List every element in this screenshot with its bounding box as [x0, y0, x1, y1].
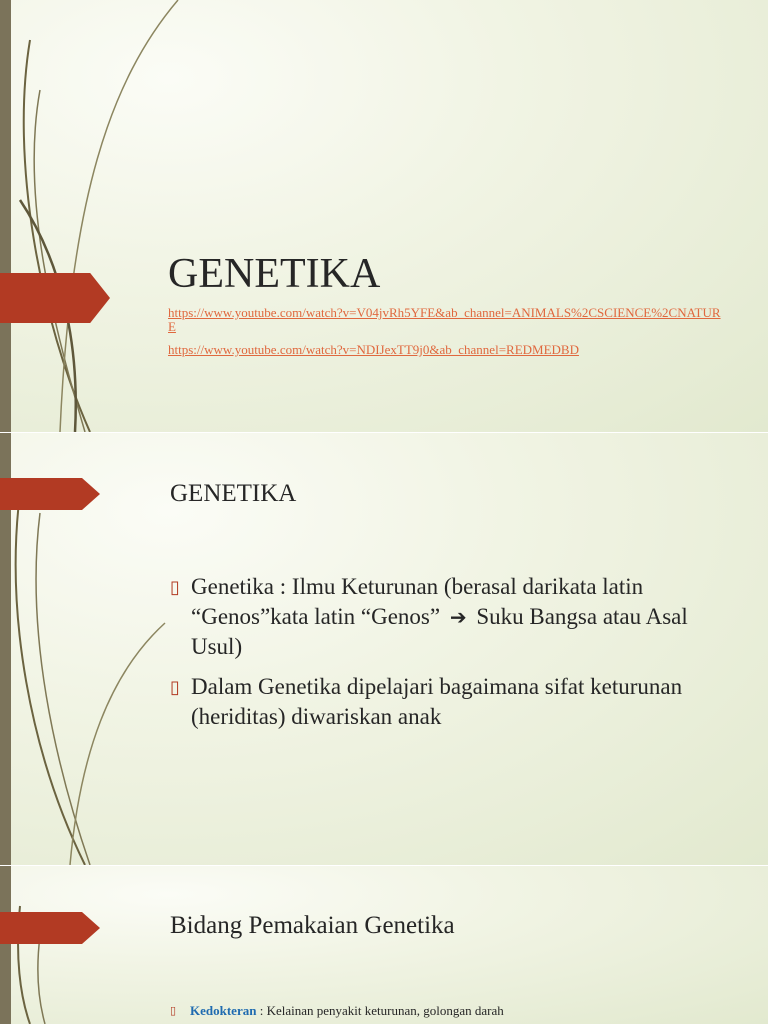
decorative-swoosh	[0, 866, 180, 1024]
slide-title-text: GENETIKA	[168, 251, 381, 297]
list-item	[170, 672, 730, 732]
decorative-swoosh	[0, 0, 180, 432]
bullet-text: Genetika : Ilmu Keturunan (berasal darikata latin “Genos”kata latin “Genos”	[191, 574, 644, 629]
title-marker	[0, 478, 100, 510]
slide-heading: Bidang Pemakaian Genetika	[170, 912, 455, 939]
bullet-text: Dalam Genetika dipelajari bagaimana sifat keturunan (heriditas) diwariskan anak	[191, 674, 683, 729]
youtube-link-1[interactable]: https://www.youtube.com/watch?v=V04jvRh5YFE&ab_channel=ANIMALS%2CSCIENCE%2CNATURE	[168, 305, 721, 334]
bullet-list	[170, 572, 730, 742]
slide-definition	[0, 433, 768, 865]
slide-heading: GENETIKA	[170, 480, 297, 507]
bullet-icon: ▯	[170, 577, 180, 598]
video-links	[168, 306, 728, 366]
bullet-icon: ▯	[170, 1004, 177, 1017]
list-item	[170, 1003, 504, 1019]
bullet-list	[170, 1003, 504, 1019]
slide-title	[0, 0, 768, 432]
field-description: : Kelainan penyakit keturunan, golongan darah	[256, 1003, 504, 1018]
arrow-icon: ➔	[449, 605, 467, 629]
bullet-icon: ▯	[170, 677, 180, 698]
bullet-text: Suku Bangsa atau Asal Usul)	[191, 604, 688, 659]
title-marker	[0, 273, 110, 323]
slide-applications	[0, 866, 768, 1024]
field-keyword: Kedokteran	[190, 1003, 257, 1018]
left-accent-bar	[0, 866, 11, 1024]
list-item	[170, 572, 730, 662]
left-accent-bar	[0, 0, 11, 432]
title-marker	[0, 912, 100, 944]
youtube-link-2[interactable]: https://www.youtube.com/watch?v=NDIJexTT9j0&ab_channel=REDMEDBD	[168, 342, 579, 357]
